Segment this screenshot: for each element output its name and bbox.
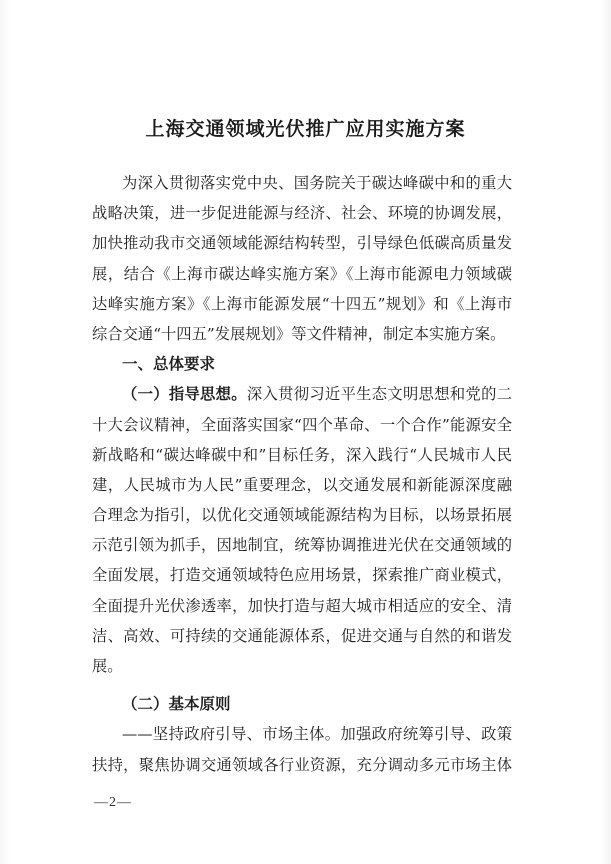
paragraph-line: 示范引领为抓手，因地制宜，统筹协调推进光伏在交通领域的 (92, 536, 512, 555)
section-heading: 一、总体要求 (122, 355, 216, 374)
paragraph-line: 全面提升光伏渗透率，加快打造与超大城市相适应的安全、清 (92, 596, 512, 615)
paragraph-line: 达峰实施方案》《上海市能源发展“十四五”规划》和《上海市 (92, 294, 512, 313)
paragraph-line: 十大会议精神，全面落实国家“四个革命、一个合作”能源安全 (92, 415, 512, 434)
paragraph-line: 战略决策，进一步促进能源与经济、社会、环境的协调发展， (92, 204, 512, 223)
paragraph-line: 洁、高效、可持续的交通能源体系，促进交通与自然的和谐发 (92, 626, 512, 645)
paragraph-line: 全面发展，打造交通领域特色应用场景，探索推广商业模式， (92, 566, 512, 585)
paragraph-line: 展。 (92, 657, 123, 675)
subsection-heading: （二）基本原则 (122, 695, 231, 714)
paragraph-line: 综合交通“十四五”发展规划》等文件精神，制定本实施方案。 (92, 324, 506, 343)
paragraph-line: 新战略和“碳达峰碳中和”目标任务，深入践行“人民城市人民 (92, 445, 512, 464)
paragraph-line: 展，结合《上海市碳达峰实施方案》《上海市能源电力领域碳 (92, 264, 512, 283)
subsection-heading: （一）指导思想。 (122, 385, 247, 404)
document-body (92, 168, 512, 780)
paragraph-line: 为深入贯彻落实党中央、国务院关于碳达峰碳中和的重大 (122, 174, 512, 192)
paragraph-line: 合理念为指引，以优化交通领域能源结构为目标，以场景拓展 (92, 506, 512, 525)
page-number: —2— (94, 795, 132, 810)
paragraph-line: 扶持，聚焦协调交通领域各行业资源，充分调动多元市场主体 (92, 755, 512, 774)
paragraph-line: 建，人民城市为人民”重要理念，以交通发展和新能源深度融 (92, 475, 512, 494)
subsection-first-line (92, 379, 512, 409)
document-title: 上海交通领域光伏推广应用实施方案 (145, 118, 466, 140)
paragraph-line: 加快推动我市交通领域能源结构转型，引导绿色低碳高质量发 (92, 234, 512, 253)
paragraph-text: 深入贯彻习近平生态文明思想和党的二 (246, 385, 512, 404)
paragraph-line: ——坚持政府引导、市场主体。加强政府统筹引导、政策 (122, 725, 512, 744)
